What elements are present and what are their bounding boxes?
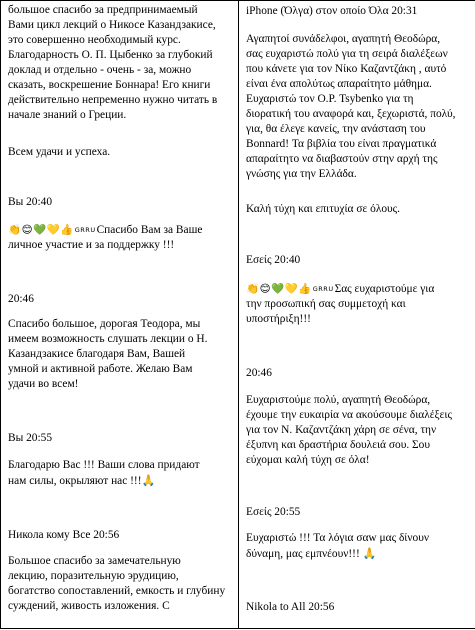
text-line: σας ευχαριστώ πολύ για τη σειρά διαλέξεων (246, 48, 448, 60)
el-msg4-header (246, 505, 470, 520)
text-line: богатство сопоставлений, емкость и глубину (8, 585, 226, 597)
message-header: Εσείς 20:40 (246, 254, 301, 266)
el-msg2 (246, 282, 470, 327)
text-line (246, 282, 470, 297)
text-line: την προσωπική σας συμμετοχή και (246, 298, 406, 310)
text-line: Αγαπητοί συνάδελφοι, αγαπητή Θεοδώρα, (246, 33, 441, 45)
text-line: Благодарность О. П. Цыбенко за глубокий (8, 49, 213, 61)
text-line: это совершенно необходимый курс. (8, 34, 181, 46)
text-line: εύχομαι καλή τύχη σε όλα! (246, 454, 370, 466)
ru-msg2-header (8, 195, 233, 210)
text-line: Всем удачи и успеха. (8, 146, 111, 158)
text-line: лекцию, поразительную эрудицию, (8, 570, 179, 582)
text-line: Ευχαριστούμε πολύ, αγαπητή Θεοδώρα, (246, 394, 431, 406)
ru-wishes (8, 145, 233, 160)
text-line: απαραίτητο να διαβαστούν στην αρχή της (246, 153, 438, 165)
message-header: Вы 20:40 (8, 196, 53, 208)
russian-column (1, 1, 239, 629)
message-header: Εσείς 20:55 (246, 506, 301, 518)
text-line: για, θα έλεγε κανείς, την ανάσταση του (246, 123, 426, 135)
text-line: Καλή τύχη και επιτυχία σε όλους. (246, 203, 401, 215)
text-line: έχουμε την ευκαιρία να ακούσουμε διαλέξεις (246, 409, 452, 421)
text-line: έξυπνη και δραστήρια δουλειά σου. Σου (246, 439, 431, 451)
text-line: умной и активной работе. Желаю Вам (8, 363, 193, 375)
text-line: личное участие и за поддержку !!! (8, 239, 175, 251)
text-line: Ευχαριστώ !!! Τα λόγια σαw μας δίνουν (246, 532, 430, 544)
text-fragment: Спасибо Вам за Ваше (96, 224, 203, 236)
text-fragment: δύναμη, μας εμπνέουν!!! (246, 548, 360, 560)
text-line: доклад и отдельно - очень - за, можно (8, 64, 192, 76)
emoji-reactions-icon: 👏😊💚💛👍 (8, 224, 74, 236)
message-header: Nikola to All 20:56 (246, 601, 335, 613)
text-line: γνώσης για την Ελλάδα. (246, 168, 357, 180)
text-line: που κάνετε για τον Νίκο Καζαντζάκη , αυτό (246, 63, 447, 75)
el-msg5-header (246, 600, 470, 615)
praying-hands-icon: 🙏 (141, 474, 156, 487)
el-msg3 (246, 393, 470, 468)
text-line: Казандзакисе благодаря Вам, Вашей (8, 348, 186, 360)
ru-msg4 (8, 458, 233, 489)
grru-tag: GRRU (74, 226, 96, 234)
message-header: Никола кому Все 20:56 (8, 529, 120, 541)
text-line: Ευχαριστώ τον O.P. Tsybenko για τη (246, 93, 414, 105)
ru-msg3 (8, 317, 233, 392)
text-line: имеем возможность слушать лекции о Н. (8, 333, 208, 345)
greek-column (239, 1, 475, 629)
el-msg4 (246, 531, 470, 562)
el-msg1-header (246, 4, 470, 19)
text-line: για τον Ν. Καζαντζάκη χάρη σε σένα, την (246, 424, 437, 436)
text-line: удачи во всем! (8, 378, 79, 390)
text-line: είναι ένα απολύτως απαραίτητο μάθημα. (246, 78, 432, 90)
text-line: Вами цикл лекций о Никосе Казандзакисе, (8, 19, 216, 31)
text-fragment: нам силы, окрыляют нас !!! (8, 475, 142, 487)
text-line: сказать, воскрешение Боннара! Его книги (8, 79, 211, 91)
ru-msg4-header (8, 431, 233, 446)
text-line: Спасибо большое, дорогая Теодора, мы (8, 318, 201, 330)
el-wishes (246, 202, 470, 217)
ru-msg5 (8, 554, 233, 614)
el-msg3-header (246, 366, 470, 381)
grru-tag: GRRU (312, 285, 334, 293)
message-header: 20:46 (246, 367, 272, 379)
text-line: суждений, живость изложения. С (8, 600, 170, 612)
text-line (8, 223, 233, 238)
el-msg2-header (246, 253, 470, 268)
text-line: большое спасибо за предпринимаемый (8, 4, 198, 16)
ru-msg5-header (8, 528, 233, 543)
ru-msg3-header (8, 292, 233, 307)
text-line: Благодарю Вас !!! Ваши слова придают (8, 459, 200, 471)
message-header: 20:46 (8, 293, 34, 305)
text-fragment: Σας ευχαριστούμε για (334, 283, 435, 295)
text-line: Bonnard! Τα βιβλία του είναι πραγματικά (246, 138, 437, 150)
message-header: Вы 20:55 (8, 432, 53, 444)
el-intro-message (246, 32, 470, 182)
text-line: действительно непременно нужно читать в (8, 94, 218, 106)
text-line (246, 546, 470, 562)
text-line: υποστήριξη!!! (246, 313, 311, 325)
emoji-reactions-icon: 👏😊💚💛👍 (246, 283, 312, 295)
ru-intro-message (8, 3, 233, 123)
text-line: Большое спасибо за замечательную (8, 555, 181, 567)
text-line: διορατική του αναφορά και, ξεχωριστά, πολύ, (246, 108, 456, 120)
text-line: начале знаний о Греции. (8, 109, 127, 121)
ru-msg2 (8, 223, 233, 253)
text-line (8, 473, 233, 489)
message-header: iPhone (Όλγα) στον οποίο Όλα 20:31 (246, 5, 418, 17)
praying-hands-icon: 🙏 (362, 547, 377, 560)
